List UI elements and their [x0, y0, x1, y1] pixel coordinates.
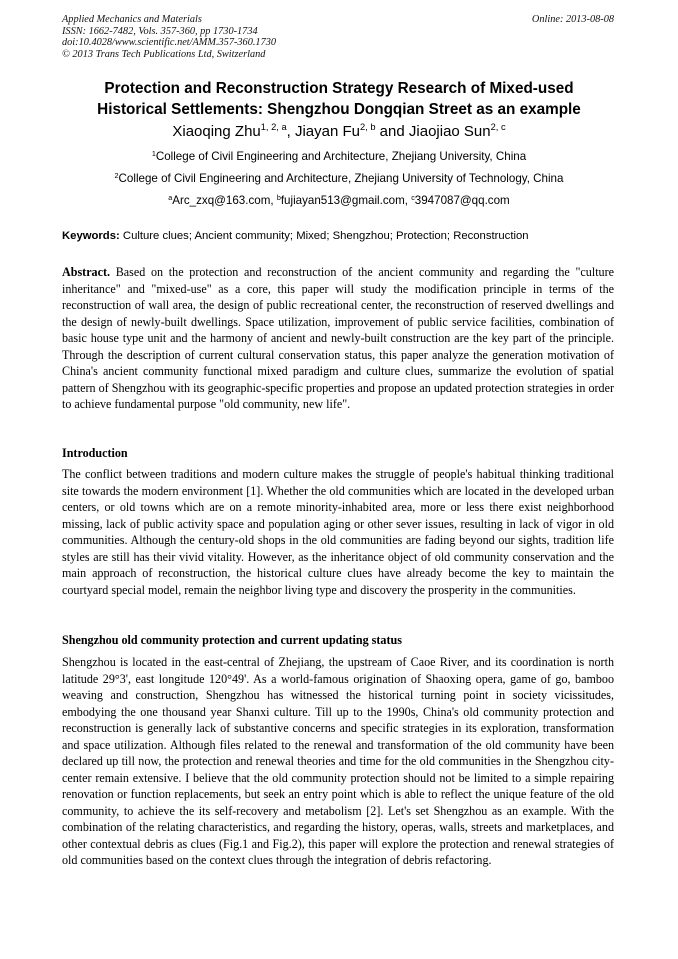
author-sup: 2, c [490, 122, 506, 133]
email-text: 3947087@qq.com [414, 194, 510, 207]
keywords-label: Keywords: [62, 230, 120, 242]
email-sup: c [411, 192, 415, 202]
issn-line: ISSN: 1662-7482, Vols. 357-360, pp 1730-1734 [62, 25, 258, 37]
affiliation-text: College of Civil Engineering and Architecture, Zhejiang University, China [155, 150, 527, 163]
email-sup: b [276, 192, 281, 202]
online-date: Online: 2013-08-08 [531, 14, 614, 25]
title-line-1: Protection and Reconstruction Strategy Research of Mixed-used [104, 80, 574, 97]
journal-name: Applied Mechanics and Materials [62, 14, 202, 25]
abstract-text: Based on the protection and reconstruction of the ancient community and regarding the "culture inheritance" and "mixed-use" as a core, this paper will study the modification principle in terms of the reconstruction of wall area, the design of public recreational center, the reconstruction of reserved dwellings and the design of newly-built dwellings. Space utilization, improvement of public service facilities, combination of basic house type unit and the harmony of ancient and newly-built construction are the key part of the principle. Through the description of current cultural conservation status, this paper analyze the generation motivation of China's ancient community functional mixed paradigm and culture clues, summarize the evolution of spatial pattern of Shengzhou with its geographic-specific properties and propose an updated protection strategies in order to achieve fundamental purpose "old community, new life". [62, 265, 614, 411]
section-body-introduction: The conflict between traditions and modern culture makes the struggle of people's habitual thinking traditional site towards the modern environment [1]. Whether the old communities which are located in the developed urban centers, or old towns which are on a remote minority-inhabited area, more or less there exist neighborhood missing, lack of public activity space and population aging or other sever issues, resulting in lack of vigor in old communities. Although the century-old shops in the old communities are fading beyond our sights, tradition life styles are still has their vivid vitality. However, as the inheritance object of old community conservation and the main approach of reconstruction, the historical culture clues have already become the key to maintain the courtyard special model, remain the neighbor living type and discovery the prosperity in the communities. [62, 467, 614, 597]
keywords-text: Culture clues; Ancient community; Mixed; Shengzhou; Protection; Reconstruction [119, 230, 529, 242]
author-name: Jiayan Fu [294, 123, 360, 140]
email-text: Arc_zxq@163.com, [172, 194, 277, 207]
abstract [62, 264, 614, 413]
copyright-line: © 2013 Trans Tech Publications Ltd, Switzerland [62, 48, 266, 60]
affiliation-sup: 1 [151, 148, 156, 158]
email-text: fujiayan513@gmail.com, [280, 194, 412, 207]
paper-title [40, 78, 638, 120]
author-list [40, 122, 638, 142]
abstract-label: Abstract. [62, 265, 111, 279]
author-sup: 1, 2, a [260, 122, 287, 133]
keywords [62, 229, 616, 243]
author-sep: , [286, 123, 295, 140]
affiliation-sup: 2 [114, 170, 119, 180]
affiliation-1 [40, 150, 638, 164]
email-sup: a [168, 192, 173, 202]
author-sep: and [375, 123, 409, 140]
doi-line: doi:10.4028/www.scientific.net/AMM.357-360.1730 [62, 37, 277, 49]
section-heading-shengzhou: Shengzhou old community protection and current updating status [62, 633, 402, 647]
affiliation-2 [40, 172, 638, 186]
affiliation-text: College of Civil Engineering and Architecture, Zhejiang University of Technology, China [118, 172, 564, 185]
title-line-2: Historical Settlements: Shengzhou Dongqian Street as an example [97, 101, 581, 118]
author-name: Xiaoqing Zhu [172, 123, 261, 140]
author-name: Jiaojiao Sun [408, 123, 491, 140]
author-sup: 2, b [360, 122, 376, 133]
email-line [40, 194, 638, 208]
section-heading-introduction: Introduction [62, 446, 128, 460]
running-header [62, 14, 614, 60]
section-body-shengzhou: Shengzhou is located in the east-central of Zhejiang, the upstream of Caoe River, and its coordination is north latitude 29°3', east longitude 120°49'. As a world-famous origination of Shaoxing opera, game of go, bamboo weaving and construction, Shengzhou has witnessed the historical turning point in society vicissitudes, embodying the one thousand year Shanxi culture. Till up to the 1990s, China's old community protection and reconstruction is generally lack of substantive concerns and specific strategies in its exploration, transformation and space utilization. Although files related to the renewal and transformation of the old community have been declared up till now, the protection and renewal theories and time for the old communities in the Shengzhou city-center remain extensive. I believe that the old community protection should not be limited to a simple repairing renovation or function replacements, but seek an entry point which is able to reflect the unique feature of the old community, to achieve the its self-recovery and metabolism [2]. Let's set Shengzhou as an example. With the combination of the relating characteristics, and regarding the history, operas, walls, streets and marketplaces, and other contextual debris as clues (Fig.1 and Fig.2), this paper will explore the protection and renewal strategies of old communities based on the context clues through the integration of debris refactoring. [62, 655, 614, 867]
